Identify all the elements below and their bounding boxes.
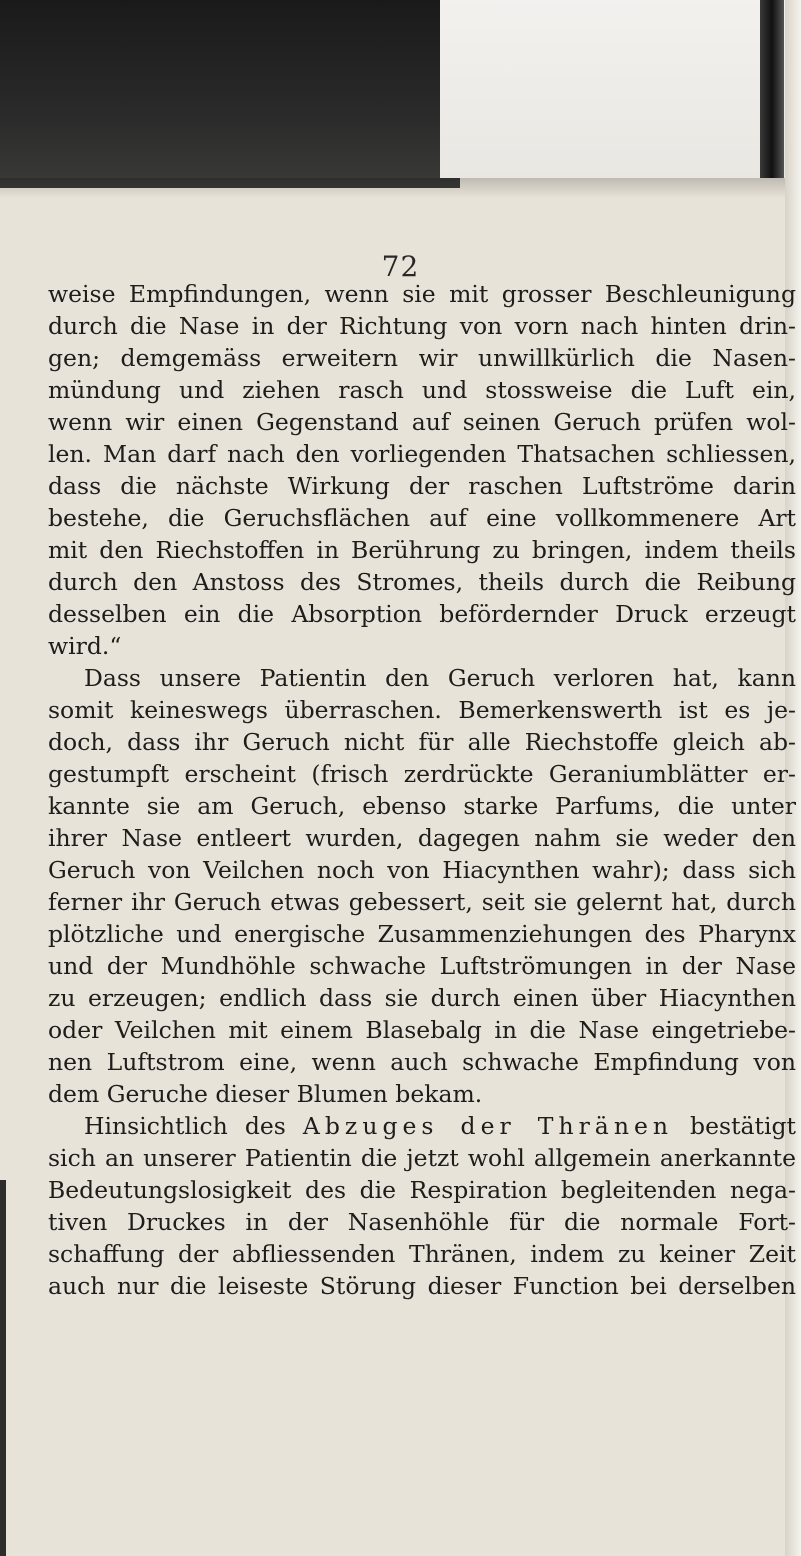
text-line: kannte sie am Geruch, ebenso starke Parfums, die unter [48, 792, 796, 820]
text-line: mit den Riechstoffen in Berührung zu bringen, indem theils [48, 536, 796, 564]
scanner-bar [760, 0, 784, 178]
text-line: ihrer Nase entleert wurden, dagegen nahm sie weder den [48, 824, 796, 852]
text-line: Bedeutungslosigkeit des die Respiration begleitenden nega- [48, 1176, 796, 1204]
scanner-glass [440, 0, 785, 178]
text-line: mündung und ziehen rasch und stossweise die Luft ein, [48, 376, 796, 404]
text-line: zu erzeugen; endlich dass sie durch einen über Hiacynthen [48, 984, 796, 1012]
text-line [48, 1110, 796, 1142]
spaced-emphasis: Abzuges der Thränen [302, 1112, 673, 1140]
text-line: schaffung der abfliessenden Thränen, indem zu keiner Zeit [48, 1240, 796, 1268]
text-span: bestätigt [673, 1112, 796, 1140]
text-line: ferner ihr Geruch etwas gebessert, seit sie gelernt hat, durch [48, 888, 796, 916]
text-line: und der Mundhöhle schwache Luftströmungen in der Nase [48, 952, 796, 980]
body-text [48, 278, 796, 1302]
text-line: Geruch von Veilchen noch von Hiacynthen wahr); dass sich [48, 856, 796, 884]
text-line: wird.“ [48, 632, 122, 660]
text-line: doch, dass ihr Geruch nicht für alle Riechstoffe gleich ab- [48, 728, 796, 756]
page-number: 72 [381, 250, 420, 283]
text-line: sich an unserer Patientin die jetzt wohl allgemein anerkannte [48, 1144, 796, 1172]
text-line: durch die Nase in der Richtung von vorn nach hinten drin- [48, 312, 796, 340]
text-line: desselben ein die Absorption befördernder Druck erzeugt [48, 600, 796, 628]
text-line: gestumpft erscheint (frisch zerdrückte Geraniumblätter er- [48, 760, 796, 788]
text-line: dem Geruche dieser Blumen bekam. [48, 1080, 483, 1108]
text-line: durch den Anstoss des Stromes, theils durch die Reibung [48, 568, 796, 596]
page-edge-left [0, 1180, 6, 1556]
text-line: auch nur die leiseste Störung dieser Function bei derselben [48, 1272, 796, 1300]
text-line: nen Luftstrom eine, wenn auch schwache Empfindung von [48, 1048, 796, 1076]
text-line: oder Veilchen mit einem Blasebalg in die Nase eingetriebe- [48, 1016, 796, 1044]
text-line: plötzliche und energische Zusammenziehungen des Pharynx [48, 920, 796, 948]
text-line: tiven Druckes in der Nasenhöhle für die normale Fort- [48, 1208, 796, 1236]
text-line: Dass unsere Patientin den Geruch verloren hat, kann [84, 664, 796, 692]
text-line: len. Man darf nach den vorliegenden Thatsachen schliessen, [48, 440, 796, 468]
text-line: bestehe, die Geruchsflächen auf eine vollkommenere Art [48, 504, 796, 532]
page-top-shadow [0, 178, 785, 198]
text-line: gen; demgemäss erweitern wir unwillkürlich die Nasen- [48, 344, 796, 372]
text-span: Hinsichtlich des [84, 1112, 303, 1140]
scanner-background [0, 0, 460, 188]
text-line: somit keineswegs überraschen. Bemerkenswerth ist es je- [48, 696, 796, 724]
text-line: dass die nächste Wirkung der raschen Luftströme darin [48, 472, 796, 500]
text-line: wenn wir einen Gegenstand auf seinen Geruch prüfen wol- [48, 408, 796, 436]
text-line: weise Empfindungen, wenn sie mit grosser Beschleunigung [48, 280, 796, 308]
